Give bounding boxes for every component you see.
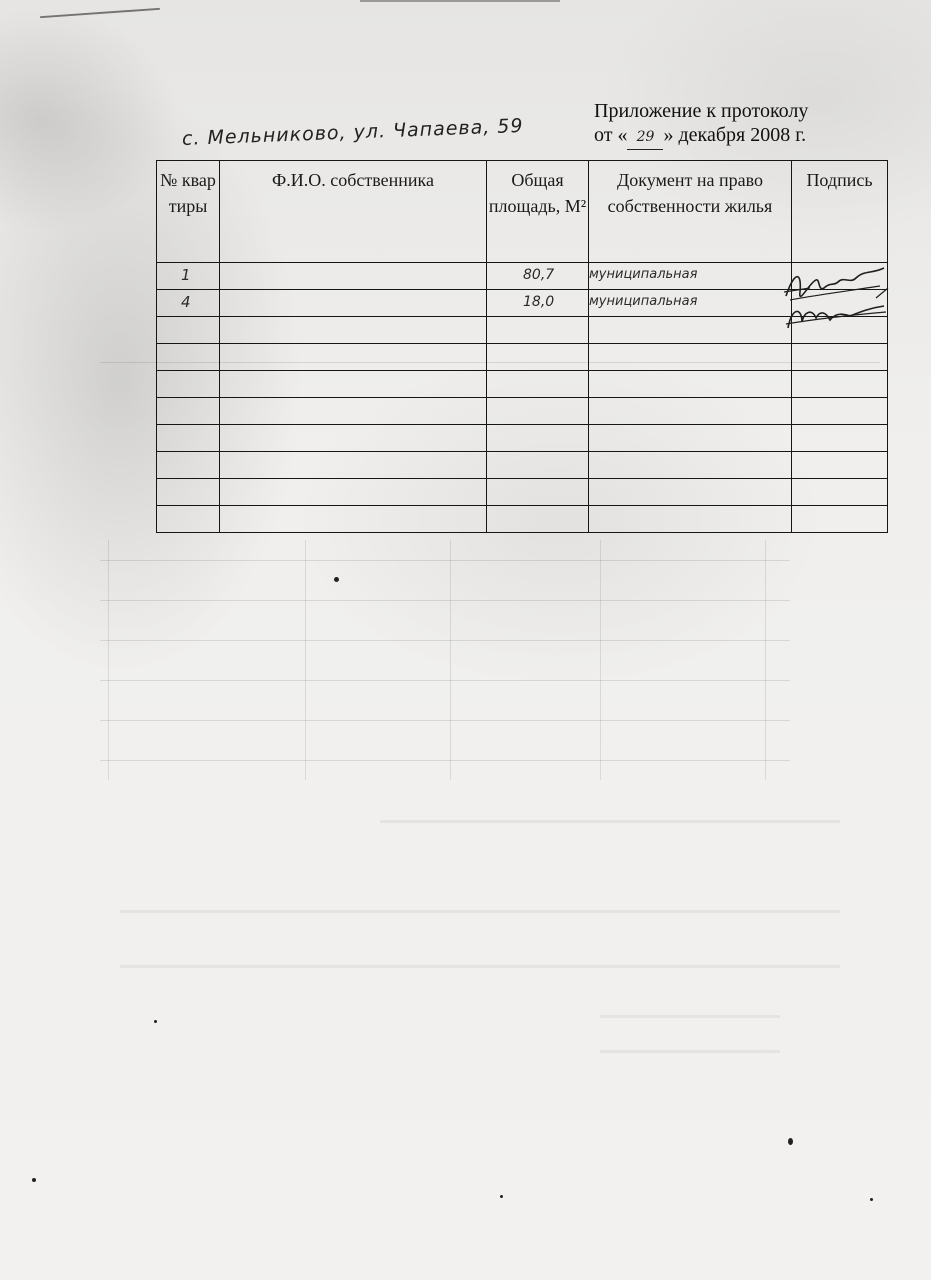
cell-apartment [157, 452, 220, 479]
table-row [157, 398, 888, 425]
cell-signature [792, 452, 888, 479]
cell-document [589, 479, 792, 506]
cell-area [487, 452, 589, 479]
handwritten-signature [780, 262, 892, 334]
table-row [157, 290, 888, 317]
header-signature: Подпись [792, 161, 888, 263]
speck [870, 1198, 873, 1201]
table-row [157, 479, 888, 506]
cell-signature [792, 479, 888, 506]
cell-apartment [157, 317, 220, 344]
table-row [157, 506, 888, 533]
date-day: 29 [627, 125, 663, 150]
owners-table [156, 160, 888, 533]
cell-apartment: 4 [157, 290, 220, 317]
cell-document [589, 344, 792, 371]
cell-owner [220, 425, 487, 452]
cell-area [487, 479, 589, 506]
cell-signature [792, 398, 888, 425]
show-through-line [305, 540, 306, 780]
header-owner-name: Ф.И.О. собственника [220, 161, 487, 263]
date-suffix: » декабря 2008 г. [663, 124, 807, 146]
table-header-row [157, 161, 888, 263]
appendix-date [594, 123, 914, 150]
date-prefix: от « [594, 124, 628, 146]
show-through-line [100, 600, 790, 601]
cell-apartment [157, 506, 220, 533]
show-through-line [100, 760, 790, 761]
cell-owner [220, 506, 487, 533]
cell-apartment [157, 425, 220, 452]
show-through-line [600, 540, 601, 780]
table-row [157, 263, 888, 290]
cell-owner [220, 371, 487, 398]
show-through-line [100, 640, 790, 641]
cell-signature [792, 344, 888, 371]
cell-apartment: 1 [157, 263, 220, 290]
speck [788, 1138, 793, 1145]
speck [500, 1195, 503, 1198]
cell-document: муниципальная [589, 263, 792, 290]
cell-area [487, 344, 589, 371]
table-row [157, 425, 888, 452]
cell-area [487, 317, 589, 344]
scan-artifact [40, 8, 160, 18]
show-through-line [100, 560, 790, 561]
show-through-line [120, 965, 840, 968]
cell-document [589, 452, 792, 479]
show-through-line [450, 540, 451, 780]
speck [32, 1178, 36, 1182]
cell-owner [220, 317, 487, 344]
cell-area [487, 398, 589, 425]
show-through-line [108, 540, 109, 780]
cell-owner [220, 263, 487, 290]
cell-document [589, 371, 792, 398]
cell-document [589, 317, 792, 344]
handwritten-address: с. Мельниково, ул. Чапаева, 59 [181, 114, 524, 150]
cell-apartment [157, 344, 220, 371]
table-row [157, 344, 888, 371]
show-through-line [600, 1015, 780, 1018]
show-through-line [100, 720, 790, 721]
cell-area [487, 425, 589, 452]
appendix-heading [594, 99, 914, 150]
show-through-line [100, 680, 790, 681]
speck [334, 577, 339, 582]
cell-apartment [157, 398, 220, 425]
cell-apartment [157, 371, 220, 398]
header-ownership-document: Документ на право собственности жилья [589, 161, 792, 263]
cell-owner [220, 398, 487, 425]
cell-area [487, 371, 589, 398]
table-row [157, 452, 888, 479]
appendix-title: Приложение к протоколу [594, 100, 809, 122]
cell-signature [792, 506, 888, 533]
speck [154, 1020, 157, 1023]
cell-area [487, 506, 589, 533]
cell-document [589, 506, 792, 533]
cell-document: муниципальная [589, 290, 792, 317]
header-total-area: Общая площадь, М² [487, 161, 589, 263]
cell-area: 80,7 [487, 263, 589, 290]
cell-area: 18,0 [487, 290, 589, 317]
cell-apartment [157, 479, 220, 506]
show-through-line [120, 910, 840, 913]
table-row [157, 317, 888, 344]
cell-signature [792, 425, 888, 452]
cell-document [589, 425, 792, 452]
cell-owner [220, 452, 487, 479]
scan-artifact [360, 0, 560, 16]
cell-signature [792, 371, 888, 398]
show-through-line [765, 540, 766, 780]
cell-document [589, 398, 792, 425]
cell-owner [220, 479, 487, 506]
show-through-line [600, 1050, 780, 1053]
cell-owner [220, 344, 487, 371]
table-row [157, 371, 888, 398]
show-through-line [380, 820, 840, 823]
header-apartment-number: № квар тиры [157, 161, 220, 263]
cell-owner [220, 290, 487, 317]
